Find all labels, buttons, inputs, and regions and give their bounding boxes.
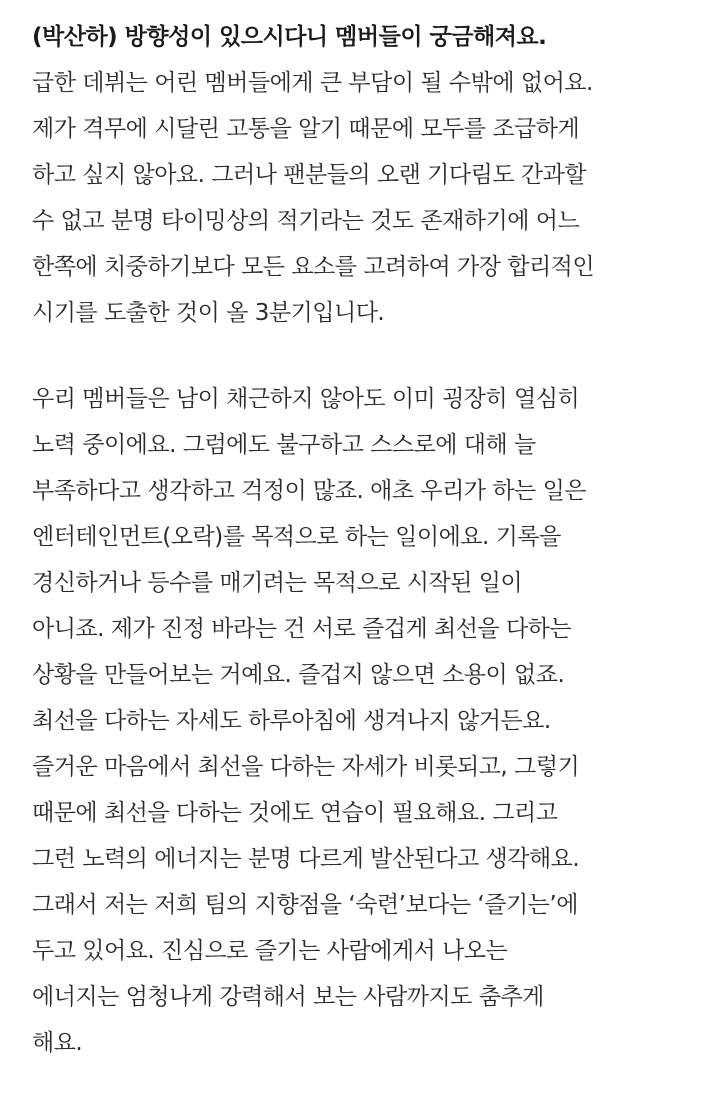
answer-paragraph-1 <box>32 60 712 336</box>
text-line: 최선을 다하는 자세도 하루아침에 생겨나지 않거든요. <box>32 708 551 734</box>
text-line: 아니죠. 제가 진정 바라는 건 서로 즐겁게 최선을 다하는 <box>32 616 572 642</box>
text-line: 노력 중이에요. 그럼에도 불구하고 스스로에 대해 늘 <box>32 432 536 458</box>
text-line: 급한 데뷔는 어린 멤버들에게 큰 부담이 될 수밖에 없어요. <box>32 70 593 96</box>
text-line: 에너지는 엄청나게 강력해서 보는 사람까지도 춤추게 <box>32 984 544 1010</box>
text-line: 두고 있어요. 진심으로 즐기는 사람에게서 나오는 <box>32 938 508 964</box>
interview-article <box>32 14 712 1066</box>
text-line: 하고 싶지 않아요. 그러나 팬분들의 오랜 기다림도 간과할 <box>32 162 587 188</box>
text-line: 그런 노력의 에너지는 분명 다르게 발산된다고 생각해요. <box>32 846 580 872</box>
text-line: 때문에 최선을 다하는 것에도 연습이 필요해요. 그리고 <box>32 800 558 826</box>
text-line: 시기를 도출한 것이 올 3분기입니다. <box>32 300 385 326</box>
text-line: 부족하다고 생각하고 걱정이 많죠. 애초 우리가 하는 일은 <box>32 478 587 504</box>
text-line: 제가 격무에 시달린 고통을 알기 때문에 모두를 조급하게 <box>32 116 580 142</box>
text-line: 경신하거나 등수를 매기려는 목적으로 시작된 일이 <box>32 570 523 596</box>
text-line: 즐거운 마음에서 최선을 다하는 자세가 비롯되고, 그렇기 <box>32 754 580 780</box>
text-line: 해요. <box>32 1030 83 1056</box>
text-line: 그래서 저는 저희 팀의 지향점을 ‘숙련’보다는 ‘즐기는’에 <box>32 892 578 918</box>
answer-paragraph-2 <box>32 376 712 1066</box>
text-line: 상황을 만들어보는 거예요. 즐겁지 않으면 소용이 없죠. <box>32 662 565 688</box>
text-line: 한쪽에 치중하기보다 모든 요소를 고려하여 가장 합리적인 <box>32 254 595 280</box>
paragraph-gap <box>32 336 712 376</box>
text-line: 수 없고 분명 타이밍상의 적기라는 것도 존재하기에 어느 <box>32 208 580 234</box>
interview-question: (박산하) 방향성이 있으시다니 멤버들이 궁금해져요. <box>32 24 547 50</box>
text-line: 우리 멤버들은 남이 채근하지 않아도 이미 굉장히 열심히 <box>32 386 580 412</box>
text-line: 엔터테인먼트(오락)를 목적으로 하는 일이에요. 기록을 <box>32 524 561 550</box>
